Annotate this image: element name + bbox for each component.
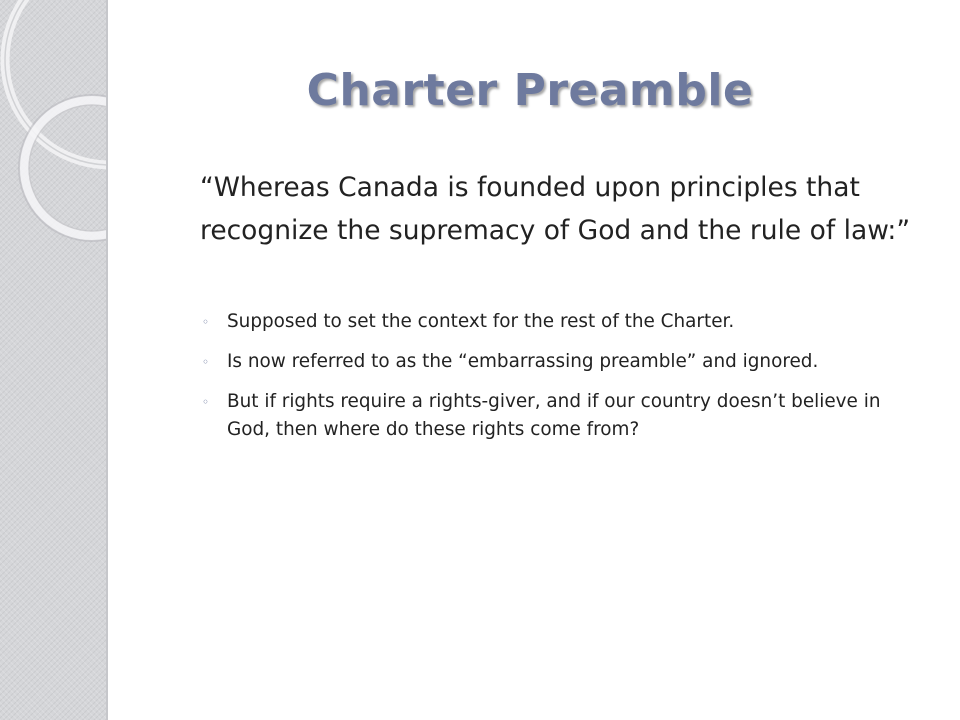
decorative-side-band	[0, 0, 108, 720]
bullet-text: But if rights require a rights-giver, and if our country doesn’t believe in God, then where do these rights come from?	[227, 391, 881, 440]
decorative-circles	[0, 0, 106, 720]
bullet-list	[200, 308, 920, 456]
slide-title: Charter Preamble	[306, 65, 754, 116]
list-item	[200, 348, 920, 376]
list-item	[200, 388, 920, 444]
bullet-circle-icon: ◦	[202, 395, 210, 409]
preamble-quote: “Whereas Canada is founded upon principles that recognize the supremacy of God and the rule of law:”	[200, 172, 911, 246]
list-item	[200, 308, 920, 336]
bullet-circle-icon: ◦	[202, 355, 210, 369]
bullet-text: Is now referred to as the “embarrassing preamble” and ignored.	[227, 351, 819, 372]
bullet-circle-icon: ◦	[202, 315, 210, 329]
bullet-text: Supposed to set the context for the rest of the Charter.	[227, 311, 735, 332]
